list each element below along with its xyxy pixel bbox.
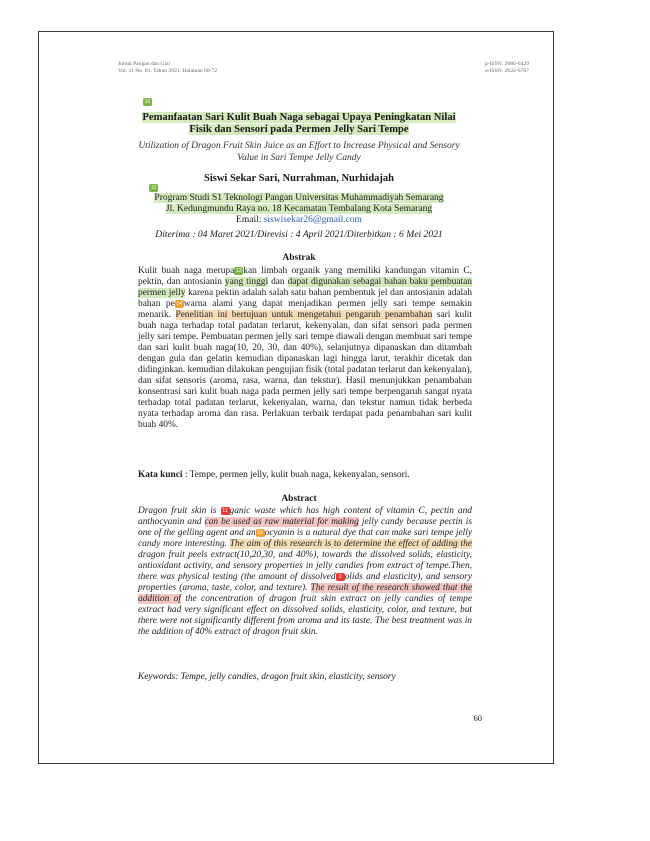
annotation-marker[interactable]: 14: [176, 300, 183, 307]
abstrak-body: Kulit buah naga merupa 13 kan limbah organik yang memiliki kandungan vitamin C, pektin, dan antosianin yang tinggi dan dapat digunakan sebagai bahan baku pembuatan permen jelly karena pektin adalah salah satu bahan pembentuk jel dan antosianin adalah bahan pe 14 warna alami yang dapat menjadikan permen jelly sari tempe semakin menarik. Penelitian ini bertujuan untuk mengetahui pengaruh penambahan sari kulit buah naga terhadap total padatan terlarut, kekenyalan, dan sifat sensori pada permen jelly sari tempe. Pembuatan permen jelly sari tempe diawali dengan membuat sari tempe dan sari kulit buah naga(10, 20, 30, dan 40%), selanjutnya dipanaskan dan ditambah dengan gula dan gelatin kemudian dipanaskan lagi hingga larut, terakhir dicetak dan didinginkan. kemudian dilakukan pengujian fisik (total padatan terlarut dan kekenyalan), dan sifat sensoris (aroma, rasa, warna, dan tekstur). Hasil menunjukkan penambahan konsentrasi sari kulit buah naga pada permen jelly sari tempe berpengaruh sangat nyata terhadap total padatan terlarut, kekenyalan, warna, dan tekstur namun tidak berbeda nyata terhadap aroma dan rasa. Perlakuan terbaik terdapat pada penambahan sari kulit buah 40%.: [138, 266, 473, 430]
authors: Siswi Sekar Sari, Nurrahman, Nurhidajah: [203, 173, 394, 184]
keywords-text: : Tempe, permen jelly, kulit buah naga, kekenyalan, sensori.: [182, 470, 410, 480]
issn-print: p-ISSN: 2086-6429: [485, 61, 529, 67]
abstract-heading: Abstract: [281, 494, 317, 504]
annotation-marker[interactable]: 10: [144, 99, 151, 105]
affiliation-line1: Program Studi S1 Teknologi Pangan Universitas Muhammadiyah Semarang: [154, 193, 444, 203]
publication-dates: Diterima : 04 Maret 2021/Direvisi : 4 April 2021/Diterbitkan : 6 Mei 2021: [155, 229, 443, 240]
keywords-en-text: Tempe, jelly candies, dragon fruit skin, elasticity, sensory: [178, 672, 396, 682]
page-number: 60: [473, 713, 482, 723]
paper-title-text: Pemanfaatan Sari Kulit Buah Naga sebagai Upaya Peningkatan Nilai Fisik dan Sensori pada Permen Jelly Sari Tempe: [142, 112, 456, 135]
abstrak-heading: Abstrak: [282, 253, 316, 263]
keywords-label: Kata kunci: [138, 470, 183, 480]
affiliation: [124, 193, 474, 226]
annotation-marker[interactable]: 12: [150, 185, 157, 191]
paper-title: [134, 112, 464, 136]
highlight: yang tinggi: [224, 277, 269, 287]
highlight: Penelitian ini bertujuan untuk mengetahui pengaruh penambahan: [175, 310, 433, 320]
highlight: dapat digunakan sebagai bahan baku pembuatan permen jelly: [138, 277, 472, 298]
paper-subtitle: Utilization of Dragon Fruit Skin Juice as an Effort to Increase Physical and Sensory Value in Sari Tempe Jelly Candy: [138, 141, 460, 163]
highlight: The result of the research showed that the addition of: [138, 583, 472, 604]
issn-header: [485, 61, 529, 75]
highlight: The aim of this research is to determine the effect of adding the: [229, 539, 472, 549]
paper-page: [38, 31, 554, 764]
issn-online: e-ISSN: 2622-6707: [485, 68, 529, 74]
annotation-marker[interactable]: 13: [235, 267, 242, 274]
keywords: [138, 470, 472, 481]
abstract-body: Dragon fruit skin is 11 ganic waste which has high content of vitamin C, pectin and anthocyanin and can be used as raw material for making jelly candy because pectin is one of the gelling agent and an 15 ocyanin is a natural dye that can make sari tempe jelly candy more interesting. The aim of this research is to determine the effect of adding the dragon fruit peels extract(10,20,30, and 40%), towards the dissolved solids, elasticity, antioxidant activity, and sensory properties in jelly candies from extract of tempe.Then, there was physical testing (the amount of dissolved 2 olids and elasticity), and sensory properties (aroma, taste, color, and texture). The result of the research showed that the addition of the concentration of dragon fruit skin extract on jelly candies of tempe extract had very significant effect on dissolved solids, elasticity, color, and texture, but there were not significantly different from aroma and its taste. The best treatment was in the addition of 40% extract of dragon fruit skin.: [138, 506, 472, 637]
annotation-marker[interactable]: 2: [336, 573, 345, 581]
annotation-marker[interactable]: 15: [257, 529, 263, 536]
email-link[interactable]: siswisekar26@gmail.com: [263, 215, 362, 225]
keywords-en-label: Keywords:: [138, 672, 179, 682]
keywords-en: [138, 672, 472, 683]
affiliation-email: Email: siswisekar26@gmail.com: [236, 215, 362, 225]
affiliation-line2: Jl. Kedungmundu Raya no. 18 Kecamatan Tembalang Kota Semarang: [165, 204, 433, 214]
journal-volume: Vol. 11 No. 01. Tahun 2021. Halaman 60-72: [118, 68, 218, 74]
annotation-marker[interactable]: 11: [222, 507, 228, 514]
journal-header: [118, 61, 217, 75]
highlight: can be used as raw material for making: [204, 517, 359, 527]
journal-name: Jurnal Pangan dan Gizi: [118, 61, 171, 67]
